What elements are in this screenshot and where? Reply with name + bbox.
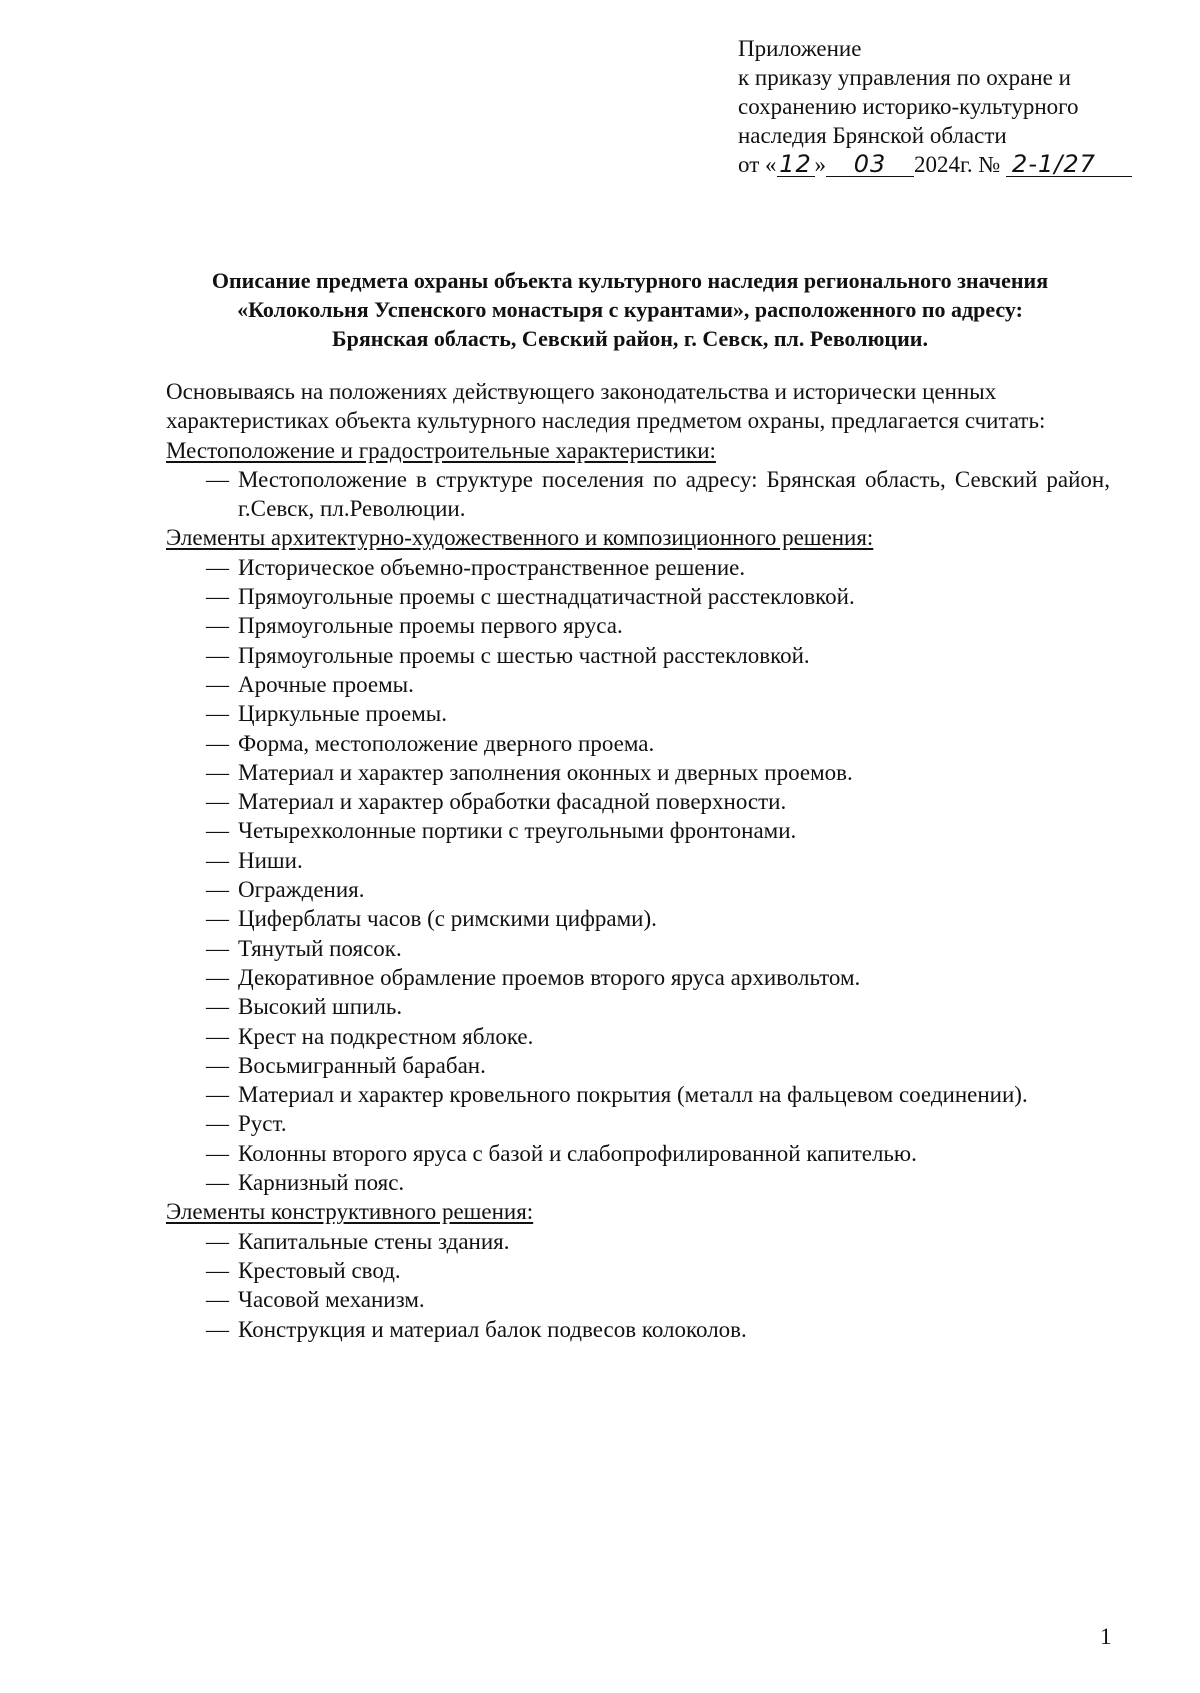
dash-bullet: — [206,994,229,1020]
list-item: — Циферблаты часов (с римскими цифрами). [166,904,1110,933]
dash-bullet: — [206,1170,229,1196]
list-item: — Ниши. [166,846,1110,875]
page-number: 1 [1100,1624,1112,1649]
dash-bullet: — [206,906,229,932]
section-heading: Элементы архитектурно-художественного и композиционного решения: [166,525,874,551]
dash-bullet: — [206,1316,229,1342]
dash-bullet: — [206,935,229,961]
list-item: — Руст. [166,1109,1110,1138]
list-item: — Крест на подкрестном яблоке. [166,1022,1110,1051]
date-quote: » [814,152,826,177]
dash-bullet: — [206,1052,229,1078]
dash-bullet: — [206,1228,229,1254]
dash-bullet: — [206,964,229,990]
list-item: — Прямоугольные проемы первого яруса. [166,611,1110,640]
dash-bullet: — [206,1111,229,1137]
section-heading: Местоположение и градостроительные характеристики: [166,437,716,463]
dash-bullet: — [206,642,229,668]
list-item: — Арочные проемы. [166,670,1110,699]
dash-bullet: — [206,1287,229,1313]
dash-bullet: — [206,584,229,610]
title-line: «Колокольня Успенского монастыря с курантами», расположенного по адресу: [237,297,1023,322]
date-prefix: от « [738,152,777,177]
handwritten-month: 03 [826,152,914,177]
appendix-header [738,34,1158,179]
list-item: — Ограждения. [166,875,1110,904]
list-item: — Капитальные стены здания. [166,1227,1110,1256]
list-item: — Форма, местоположение дверного проема. [166,729,1110,758]
handwritten-day: 12 [777,152,815,177]
dash-bullet: — [206,730,229,756]
handwritten-order-number: 2-1/27 [1006,152,1132,177]
appendix-order-line: наследия Брянской области [738,123,1007,148]
appendix-label: Приложение [738,36,862,61]
dash-bullet: — [206,1082,229,1108]
dash-bullet: — [206,613,229,639]
list-item: — Материал и характер заполнения оконных и дверных проемов. [166,758,1110,787]
document-body [166,377,1110,1344]
appendix-order-line: к приказу управления по охране и [738,65,1071,90]
title-line: Описание предмета охраны объекта культурного наследия регионального значения [211,268,1049,293]
list-item: — Декоративное обрамление проемов второго яруса архивольтом. [166,963,1110,992]
intro-paragraph: Основываясь на положениях действующего законодательства и исторически ценных характеристиках объекта культурного наследия предметом охраны, предлагается считать: [166,379,1046,434]
list-item: — Тянутый поясок. [166,934,1110,963]
list-item: — Карнизный пояс. [166,1168,1110,1197]
dash-bullet: — [206,701,229,727]
list-item: — Конструкция и материал балок подвесов колоколов. [166,1315,1110,1344]
document-title [160,266,1100,353]
list-item: — Историческое объемно-пространственное решение. [166,553,1110,582]
list-item: — Материал и характер обработки фасадной поверхности. [166,787,1110,816]
year-and-number-label: 2024г. № [914,152,1001,177]
title-line: Брянская область, Севский район, г. Севск, пл. Революции. [332,326,928,351]
dash-bullet: — [206,1257,229,1283]
list-item: — Колонны второго яруса с базой и слабопрофилированной капителью. [166,1139,1110,1168]
dash-bullet: — [206,1140,229,1166]
list-item: — Часовой механизм. [166,1285,1110,1314]
list-item: — Прямоугольные проемы с шестью частной расстекловкой. [166,641,1110,670]
list-item: — Циркульные проемы. [166,699,1110,728]
appendix-order-line: сохранению историко-культурного [738,94,1079,119]
list-item: — Высокий шпиль. [166,992,1110,1021]
dash-bullet: — [206,877,229,903]
order-date-line [738,150,1158,179]
dash-bullet: — [206,1023,229,1049]
dash-bullet: — [206,466,229,492]
dash-bullet: — [206,671,229,697]
dash-bullet: — [206,554,229,580]
list-item: — Крестовый свод. [166,1256,1110,1285]
list-item: — Материал и характер кровельного покрытия (металл на фальцевом соединении). [166,1080,1110,1109]
list-item: — Восьмигранный барабан. [166,1051,1110,1080]
list-item: — Четырехколонные портики с треугольными фронтонами. [166,816,1110,845]
dash-bullet: — [206,759,229,785]
section-heading: Элементы конструктивного решения: [166,1199,534,1225]
list-item: — Прямоугольные проемы с шестнадцатичастной расстекловкой. [166,582,1110,611]
dash-bullet: — [206,789,229,815]
dash-bullet: — [206,847,229,873]
dash-bullet: — [206,818,229,844]
list-item: — Местоположение в структуре поселения по адресу: Брянская область, Севский район, г.Севск, пл.Революции. [206,466,1110,522]
